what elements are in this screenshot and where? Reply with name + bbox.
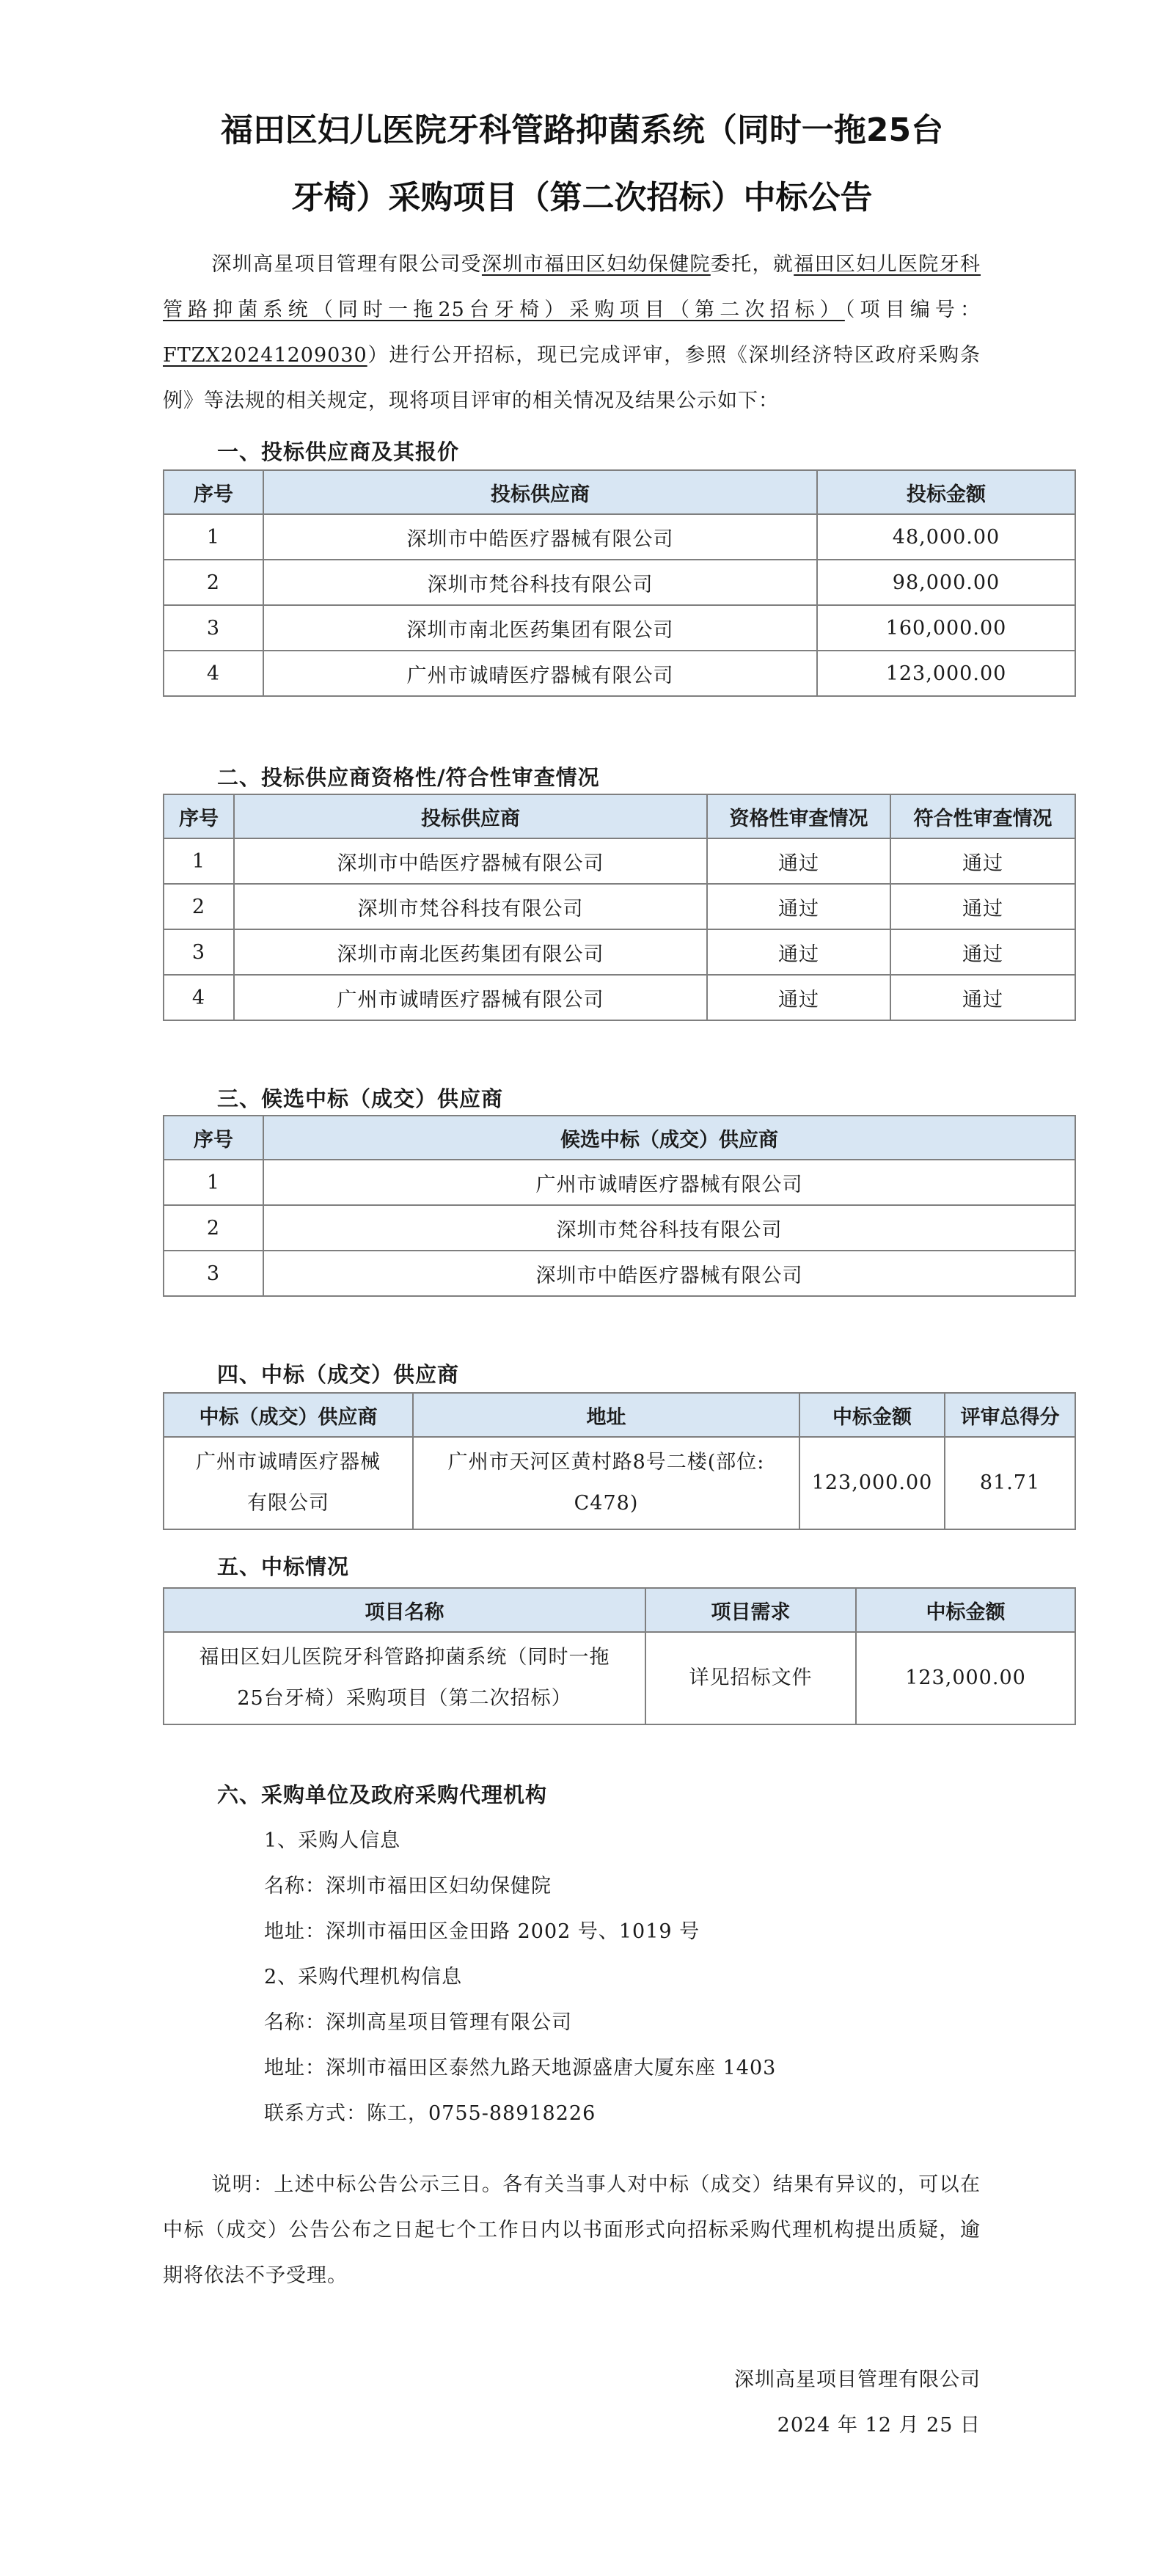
agency-name-line: 名称：深圳高星项目管理有限公司	[264, 2011, 572, 2034]
col-header: 序号	[164, 470, 263, 514]
purchaser-info-title: 1、采购人信息	[264, 1829, 401, 1852]
table-row	[164, 651, 1075, 696]
result-amount: 123,000.00	[856, 1632, 1075, 1724]
col-header: 序号	[164, 794, 234, 838]
col-header: 中标金额	[856, 1588, 1075, 1632]
table-cell: 深圳市南北医药集团有限公司	[263, 605, 817, 651]
intro-text-3: （项目编号：	[844, 299, 981, 321]
project-name-line-2: 25台牙椅）采购项目（第二次招标）	[237, 1687, 572, 1710]
table-header-row	[164, 1393, 1075, 1437]
bid-table	[163, 469, 1076, 697]
intro-text-2: 委托，就	[710, 253, 794, 276]
table-cell: 48,000.00	[817, 514, 1075, 560]
signature-date: 2024 年 12 月 25 日	[777, 2414, 981, 2437]
agency-info-title: 2、采购代理机构信息	[264, 1966, 463, 1988]
col-header: 中标金额	[799, 1393, 945, 1437]
section-1-heading: 一、投标供应商及其报价	[217, 439, 460, 464]
winner-supplier-cell	[164, 1437, 413, 1529]
winner-address-line-2: C478)	[574, 1492, 639, 1515]
table-cell: 2	[164, 884, 234, 929]
table-header-row	[164, 1588, 1075, 1632]
table-cell: 深圳市中皓医疗器械有限公司	[234, 838, 707, 884]
table-row	[164, 838, 1075, 884]
col-header: 中标（成交）供应商	[164, 1393, 413, 1437]
col-header: 评审总得分	[945, 1393, 1075, 1437]
project-name-line-1: 福田区妇儿医院牙科管路抑菌系统（同时一拖	[199, 1646, 610, 1669]
purchaser-name-line: 名称：深圳市福田区妇幼保健院	[264, 1875, 552, 1898]
title-line-2: 牙椅）采购项目（第二次招标）中标公告	[291, 179, 873, 216]
section-3-heading: 三、候选中标（成交）供应商	[217, 1086, 504, 1111]
signature-company: 深圳高星项目管理有限公司	[734, 2368, 981, 2391]
winner-supplier-line-1: 广州市诚晴医疗器械	[196, 1451, 381, 1474]
table-cell: 3	[164, 605, 263, 651]
table-cell: 123,000.00	[817, 651, 1075, 696]
intro-text-4: ）进行公开招标，现已完成评审，参照《深圳经济特区政府采购条例》等法规的相关规定，现将项目评审的相关情况及结果公示如下：	[163, 344, 981, 412]
winner-amount: 123,000.00	[799, 1437, 945, 1529]
candidate-table	[163, 1115, 1076, 1297]
purchaser-name: 深圳市福田区妇幼保健院	[481, 253, 711, 276]
table-cell: 4	[164, 975, 234, 1020]
section-2-heading: 二、投标供应商资格性/符合性审查情况	[217, 765, 600, 790]
section-6-heading: 六、采购单位及政府采购代理机构	[217, 1782, 548, 1807]
table-cell: 深圳市中皓医疗器械有限公司	[263, 514, 817, 560]
section-4-heading: 四、中标（成交）供应商	[217, 1362, 460, 1387]
agency-address-line: 地址：深圳市福田区泰然九路天地源盛唐大厦东座 1403	[264, 2057, 777, 2079]
winner-score: 81.71	[945, 1437, 1075, 1529]
table-row	[164, 884, 1075, 929]
table-row	[164, 560, 1075, 605]
page-title	[110, 97, 1054, 232]
table-cell: 3	[164, 1251, 263, 1296]
table-cell: 深圳市中皓医疗器械有限公司	[263, 1251, 1075, 1296]
table-header-row	[164, 470, 1075, 514]
table-cell: 3	[164, 929, 234, 975]
purchaser-address-line: 地址：深圳市福田区金田路 2002 号、1019 号	[264, 1920, 700, 1943]
table-cell: 98,000.00	[817, 560, 1075, 605]
col-header: 地址	[413, 1393, 799, 1437]
table-cell: 1	[164, 838, 234, 884]
table-cell: 深圳市梵谷科技有限公司	[263, 560, 817, 605]
table-cell: 160,000.00	[817, 605, 1075, 651]
table-cell: 1	[164, 1160, 263, 1205]
project-name: 福田区妇儿医院牙科管路抑菌系统（同时一拖25台牙椅）采购项目（第二次招标）	[163, 253, 981, 321]
table-row	[164, 1205, 1075, 1251]
winner-address-line-1: 广州市天河区黄村路8号二楼(部位:	[447, 1451, 765, 1474]
table-row	[164, 1437, 1075, 1529]
table-cell: 4	[164, 651, 263, 696]
table-row	[164, 1632, 1075, 1724]
table-cell: 通过	[890, 975, 1075, 1020]
winner-table	[163, 1392, 1076, 1530]
project-name-cell	[164, 1632, 645, 1724]
col-header: 投标金额	[817, 470, 1075, 514]
section-6	[217, 1779, 547, 1809]
col-header: 投标供应商	[234, 794, 707, 838]
table-cell: 通过	[707, 975, 890, 1020]
table-row	[164, 1251, 1075, 1296]
table-row	[164, 1160, 1075, 1205]
winner-address-cell	[413, 1437, 799, 1529]
table-row	[164, 975, 1075, 1020]
table-header-row	[164, 1116, 1075, 1160]
project-requirement: 详见招标文件	[645, 1632, 856, 1724]
col-header: 资格性审查情况	[707, 794, 890, 838]
intro-text-1: 深圳高星项目管理有限公司受	[211, 253, 482, 276]
section-5-heading: 五、中标情况	[217, 1554, 350, 1579]
note-paragraph	[163, 2162, 981, 2299]
col-header: 候选中标（成交）供应商	[263, 1116, 1075, 1160]
table-row	[164, 929, 1075, 975]
winner-supplier-line-2: 有限公司	[247, 1492, 329, 1515]
table-cell: 2	[164, 1205, 263, 1251]
col-header: 投标供应商	[263, 470, 817, 514]
table-cell: 通过	[707, 929, 890, 975]
table-cell: 通过	[890, 929, 1075, 975]
table-row	[164, 514, 1075, 560]
title-line-1: 福田区妇儿医院牙科管路抑菌系统（同时一拖25台	[220, 111, 944, 149]
table-cell: 2	[164, 560, 263, 605]
table-row	[164, 605, 1075, 651]
table-cell: 深圳市南北医药集团有限公司	[234, 929, 707, 975]
review-table	[163, 794, 1076, 1021]
table-header-row	[164, 794, 1075, 838]
intro-paragraph	[163, 242, 981, 424]
table-cell: 通过	[890, 884, 1075, 929]
table-cell: 广州市诚晴医疗器械有限公司	[263, 651, 817, 696]
col-header: 项目名称	[164, 1588, 645, 1632]
col-header: 序号	[164, 1116, 263, 1160]
table-cell: 通过	[707, 838, 890, 884]
col-header: 符合性审查情况	[890, 794, 1075, 838]
table-cell: 通过	[707, 884, 890, 929]
table-cell: 深圳市梵谷科技有限公司	[263, 1205, 1075, 1251]
table-cell: 深圳市梵谷科技有限公司	[234, 884, 707, 929]
table-cell: 1	[164, 514, 263, 560]
project-number: FTZX20241209030	[163, 344, 367, 367]
note-text: 说明：上述中标公告公示三日。各有关当事人对中标（成交）结果有异议的，可以在中标（成交）公告公布之日起七个工作日内以书面形式向招标采购代理机构提出质疑，逾期将依法不予受理。	[163, 2173, 981, 2287]
agency-contact-line: 联系方式：陈工，0755-88918226	[264, 2102, 596, 2125]
table-cell: 广州市诚晴医疗器械有限公司	[263, 1160, 1075, 1205]
table-cell: 通过	[890, 838, 1075, 884]
result-table	[163, 1587, 1076, 1725]
col-header: 项目需求	[645, 1588, 856, 1632]
table-cell: 广州市诚晴医疗器械有限公司	[234, 975, 707, 1020]
